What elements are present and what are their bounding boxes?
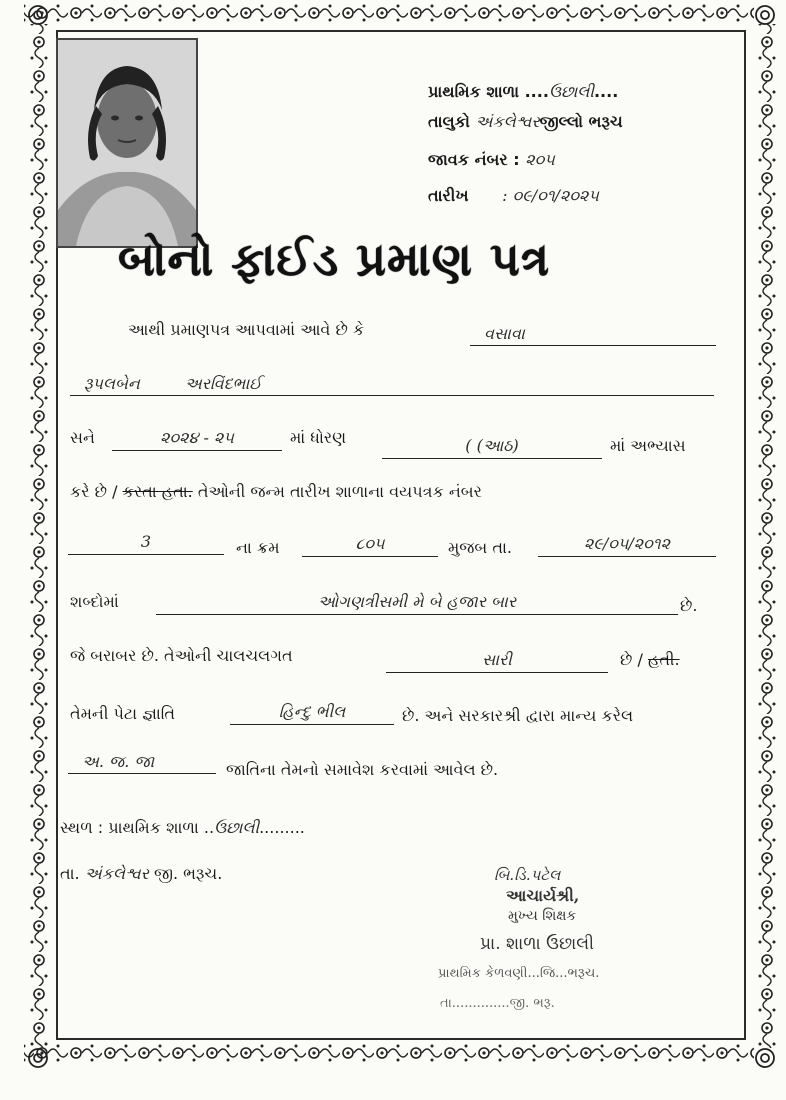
taluka-value: અંકલેશ્વર: [475, 112, 540, 131]
place-label: સ્થળ : પ્રાથમિક શાળા: [60, 818, 199, 837]
line7-tail: [620, 650, 680, 670]
line3-c: માં અભ્યાસ: [610, 436, 686, 455]
sub-caste-field: હિન્દુ ભીલ: [230, 700, 394, 725]
standard-field: ( (આઠ): [382, 434, 602, 459]
district-footer: જી. ભરૂચ.: [153, 864, 223, 883]
body-line1: આથી પ્રમાણપત્ર આપવામાં આવે છે કે: [128, 320, 365, 339]
taluka-footer-value: અંકલેશ્વર: [84, 864, 149, 883]
student-photo: [56, 38, 198, 248]
line9: જાતિના તેમનો સમાવેશ કરવામાં આવેલ છે.: [226, 760, 499, 779]
surname-field: વસાવા: [470, 322, 716, 346]
line6-a: શબ્દોમાં: [70, 592, 119, 611]
father-name: અરવિંદભાઈ: [184, 374, 262, 393]
place-value: ઉછાલી: [214, 818, 260, 837]
line3-b: માં ધોરણ: [290, 428, 347, 447]
stamp-school: પ્રા. શાળા ઉછાલી: [480, 934, 594, 954]
line7-strike: હતી.: [647, 650, 680, 669]
line5-a: ના ક્રમ: [236, 538, 280, 557]
name-field: [70, 372, 714, 396]
district-label: જીલ્લો ભરૂચ: [539, 112, 623, 131]
stamp-line3: તા..............જી. ભરૂ.: [440, 996, 555, 1011]
taluka-footer-line: [60, 864, 222, 884]
header-date: [428, 186, 599, 206]
school-label: પ્રાથમિક શાળા: [428, 82, 520, 101]
header-outward: [428, 150, 555, 170]
student-portrait-icon: [58, 40, 196, 246]
stamp-head-teacher: મુખ્ય શિક્ષક: [508, 908, 577, 924]
place-line: સ્થળ : પ્રાથમિક શાળા ..ઉછાલી.........: [60, 818, 305, 837]
register-no-field: 3: [68, 530, 224, 555]
line4-b: તેઓની જન્મ તારીખ શાળાના વયપત્રક નંબર: [197, 482, 482, 501]
outward-label: જાવક નંબર :: [428, 150, 520, 169]
line8-a: તેમની પેટા જ્ઞાતિ: [70, 704, 175, 723]
certificate-title: બોનો ફાઈડ પ્રમાણ પત્ર: [118, 232, 550, 286]
year-field: ૨૦૨૪ - ૨૫: [112, 426, 282, 451]
line3-a: સને: [70, 428, 95, 447]
line4: [70, 482, 482, 502]
taluka-label: તાલુકો: [428, 112, 470, 131]
student-name: રૂપલબેન: [84, 374, 140, 393]
date-value: : ૦૯/૦૧/૨૦૨૫: [502, 186, 599, 205]
date-label: તારીખ: [428, 186, 469, 205]
dob-field: ૨૯/૦૫/૨૦૧૨: [538, 532, 716, 557]
line4-strike: કરતા હતા.: [122, 482, 193, 501]
line6-b: છે.: [680, 596, 698, 615]
stamp-line2: પ્રાથમિક કેળવણી...જિ...ભરૂચ.: [438, 966, 600, 981]
line7-a: જે બરાબર છે. તેઓની ચાલચલગત: [70, 646, 293, 665]
line5-b: મુજબ તા.: [448, 538, 512, 557]
taluka-footer-label: તા.: [60, 864, 80, 883]
category-field: અ. જ. જા: [68, 750, 216, 774]
line8-b: છે. અને સરકારશ્રી દ્વારા માન્ય કરેલ: [402, 706, 634, 725]
header-taluka: [428, 112, 623, 132]
line7-b: છે /: [620, 650, 643, 669]
stamp-acharya: આચાર્યશ્રી,: [506, 886, 580, 905]
dob-words-field: ઓગણત્રીસમી મે બે હજાર બાર: [156, 590, 678, 615]
principal-signature: બિ.ડિ.પટેલ: [494, 866, 561, 884]
conduct-field: સારી: [386, 648, 608, 673]
outward-value: ૨૦૫: [525, 150, 555, 169]
school-value: ઉછાલી: [548, 82, 594, 101]
header-school: પ્રાથમિક શાળા ....ઉછાલી....: [428, 82, 619, 101]
serial-no-field: ૮૦૫: [302, 532, 438, 557]
line4-a: કરે છે /: [70, 482, 118, 501]
